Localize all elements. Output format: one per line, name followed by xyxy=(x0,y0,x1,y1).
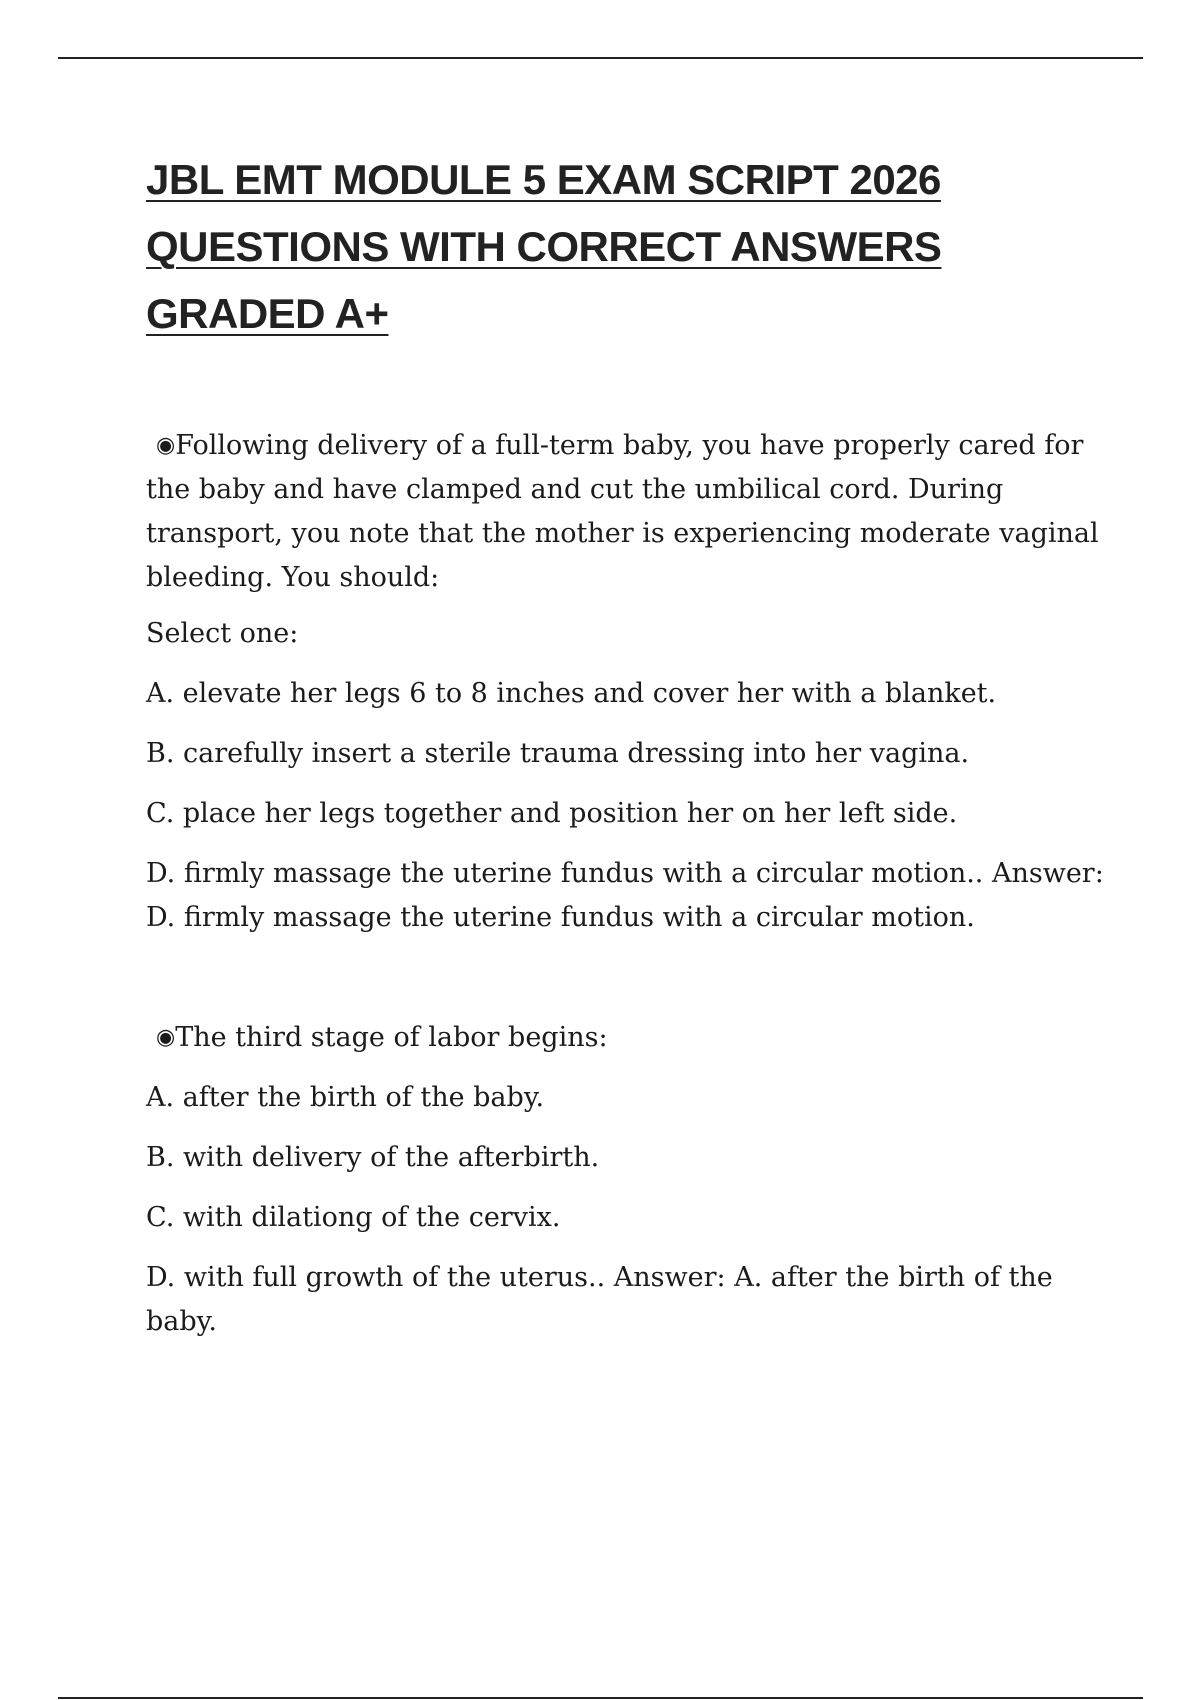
question-2-option-b: B. with delivery of the afterbirth. xyxy=(146,1142,600,1173)
bottom-rule xyxy=(58,1697,1143,1699)
question-2-option-a: A. after the birth of the baby. xyxy=(146,1082,545,1113)
question-text: The third stage of labor begins: xyxy=(175,1022,608,1053)
question-1-prompt xyxy=(146,424,1106,600)
question-1-instruction: Select one: xyxy=(146,618,299,649)
question-1-option-b: B. carefully insert a sterile trauma dressing into her vagina. xyxy=(146,738,970,769)
question-2-prompt xyxy=(146,1016,1106,1060)
top-rule xyxy=(58,57,1143,59)
question-1-option-c: C. place her legs together and position her on her left side. xyxy=(146,798,958,829)
question-2-option-d-answer: D. with full growth of the uterus.. Answer: A. after the birth of the baby. xyxy=(146,1262,1053,1337)
question-1-option-d-answer: D. firmly massage the uterine fundus with a circular motion.. Answer: D. firmly massage the uterine fundus with a circular motion. xyxy=(146,858,1104,933)
bullet-icon: ◉ xyxy=(156,1025,176,1050)
question-text: Following delivery of a full-term baby, you have properly cared for the baby and have clamped and cut the umbilical cord. During transport, you note that the mother is experiencing moderate vaginal bleeding. You should: xyxy=(146,430,1099,593)
question-1-option-a: A. elevate her legs 6 to 8 inches and cover her with a blanket. xyxy=(146,678,997,709)
question-2-option-c: C. with dilationg of the cervix. xyxy=(146,1202,561,1233)
bullet-icon: ◉ xyxy=(156,433,176,458)
page-title: JBL EMT MODULE 5 EXAM SCRIPT 2026 QUESTIONS WITH CORRECT ANSWERS GRADED A+ xyxy=(146,156,942,337)
